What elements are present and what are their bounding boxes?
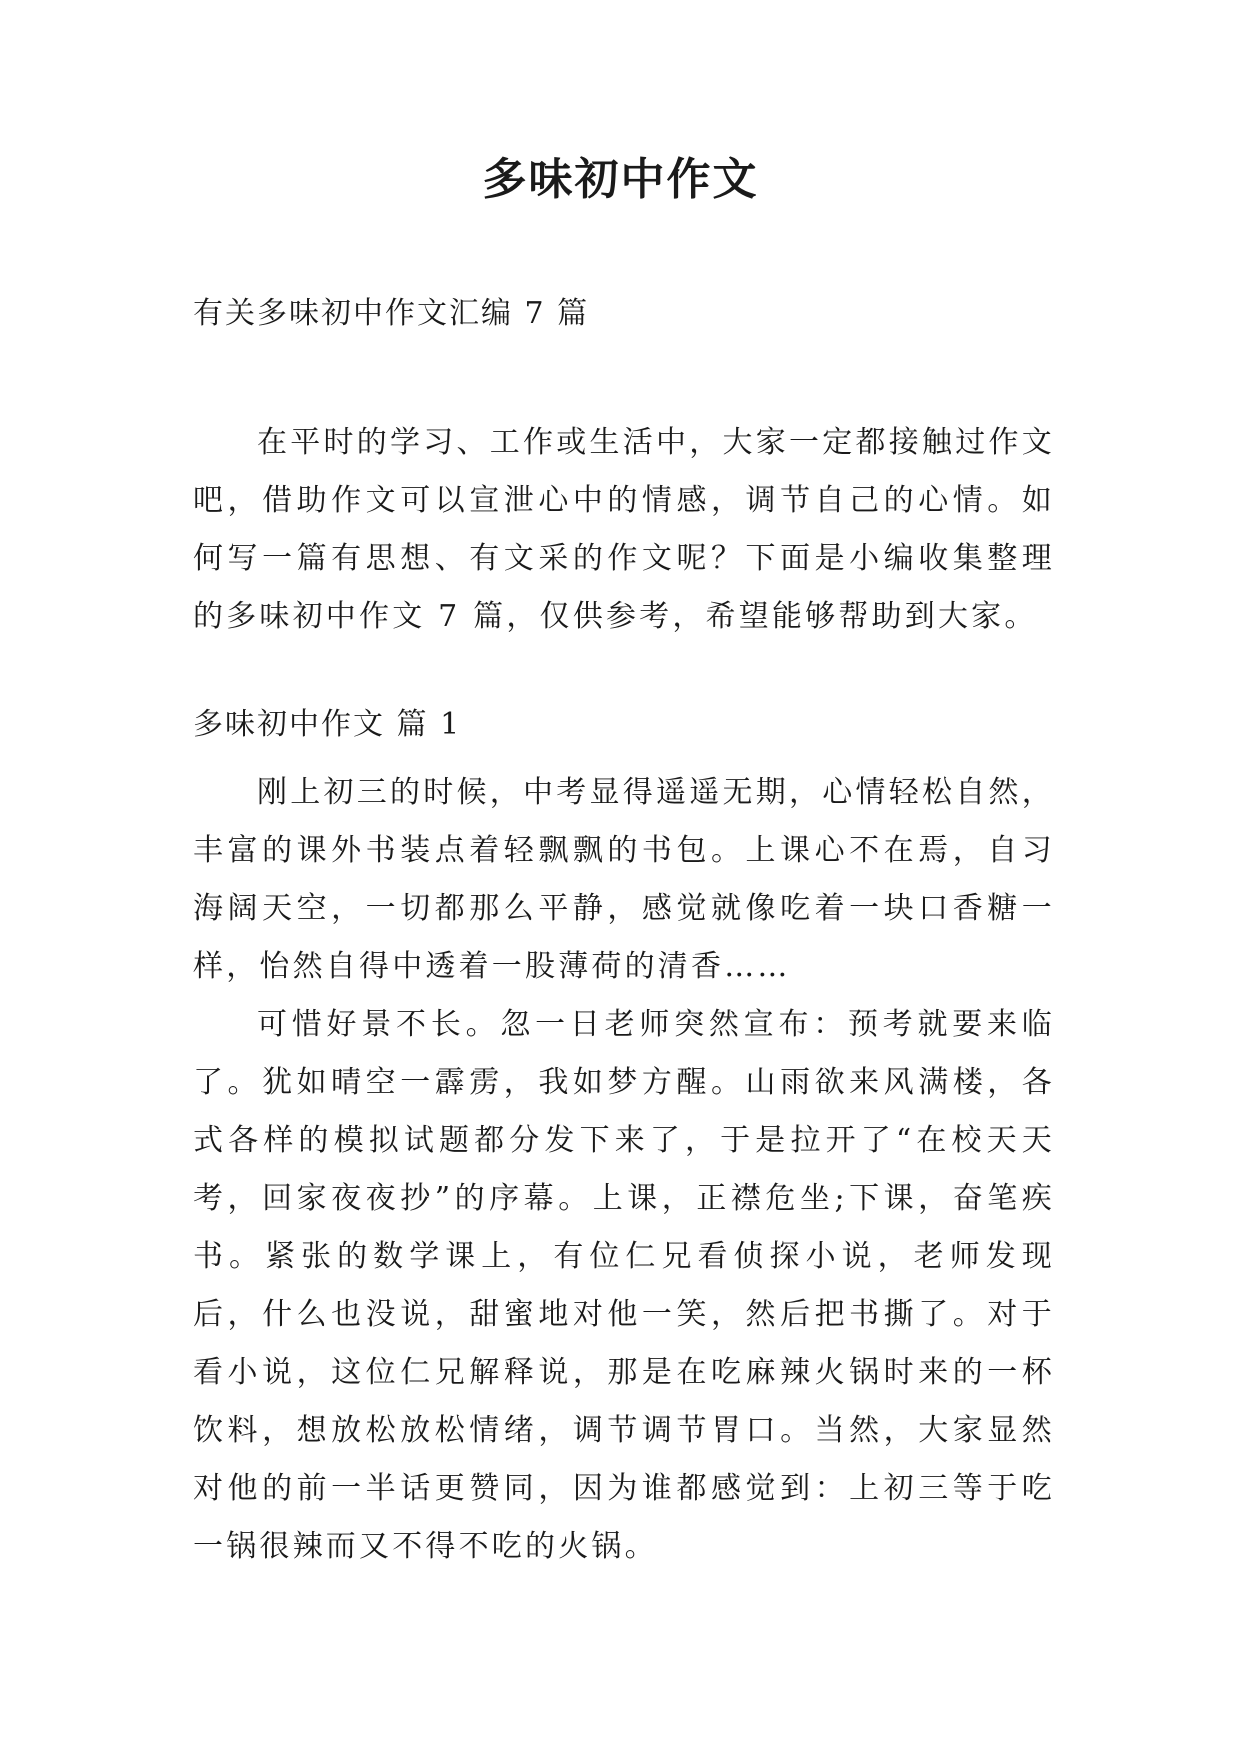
document-subtitle: 有关多味初中作文汇编 7 篇 bbox=[193, 296, 590, 331]
body-paragraph: 可惜好景不长。忽一日老师突然宣布：预考就要来临了。犹如晴空一霹雳，我如梦方醒。山雨欲来风满楼，各式各样的模拟试题都分发下来了，于是拉开了“在校天天考，回家夜夜抄”的序幕。上课，正襟危坐;下课，奋笔疾书。紧张的数学课上，有位仁兄看侦探小说，老师发现后，什么也没说，甜蜜地对他一笑，然后把书撕了。对于看小说，这位仁兄解释说，那是在吃麻辣火锅时来的一杯饮料，想放松放松情绪，调节调节胃口。当然，大家显然对他的前一半话更赞同，因为谁都感觉到：上初三等于吃一锅很辣而又不得不吃的火锅。 bbox=[193, 1007, 1055, 1564]
document-title: 多味初中作文 bbox=[482, 154, 759, 205]
intro-paragraph: 在平时的学习、工作或生活中，大家一定都接触过作文吧，借助作文可以宣泄心中的情感，调节自己的心情。如何写一篇有思想、有文采的作文呢？下面是小编收集整理的多味初中作文 7 篇，仅供参考，希望能够帮助到大家。 bbox=[193, 425, 1055, 634]
body-paragraph: 刚上初三的时候，中考显得遥遥无期，心情轻松自然，丰富的课外书装点着轻飘飘的书包。上课心不在焉，自习海阔天空，一切都那么平静，感觉就像吃着一块口香糖一样，怡然自得中透着一股薄荷的清香…… bbox=[193, 775, 1055, 984]
section-heading: 多味初中作文 篇 1 bbox=[193, 707, 462, 742]
